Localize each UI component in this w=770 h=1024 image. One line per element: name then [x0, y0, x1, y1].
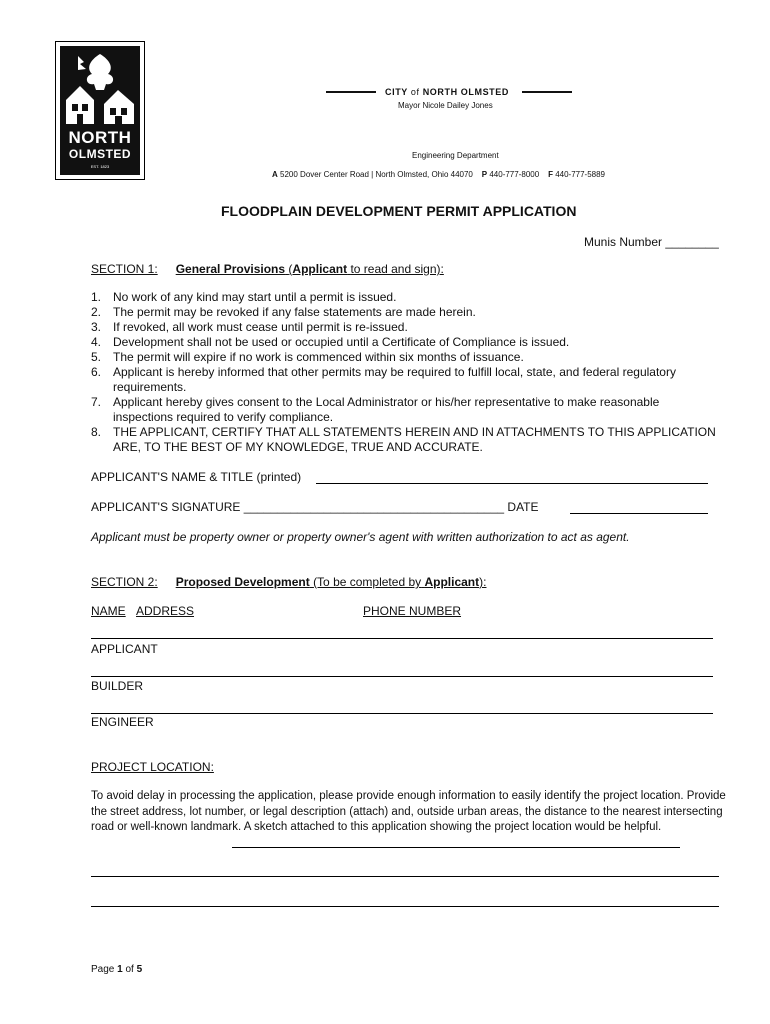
date-label: DATE: [507, 500, 539, 514]
page-number: Page 1 of 5: [91, 964, 143, 975]
project-location-label: PROJECT LOCATION:: [91, 760, 214, 774]
provision-text: THE APPLICANT, CERTIFY THAT ALL STATEMENTS HEREIN AND IN ATTACHMENTS TO THIS APPLICATION ARE, TO THE BEST OF MY KNOWLEDGE, TRUE AND ACCURATE.: [113, 425, 716, 454]
row-builder: BUILDER: [91, 679, 144, 693]
provision-item: [91, 335, 721, 350]
project-location-field-3[interactable]: [91, 906, 719, 907]
provision-text: No work of any kind may start until a permit is issued.: [113, 290, 397, 304]
logo-est: EST. 1823: [90, 164, 110, 169]
logo-word-north: NORTH: [68, 128, 132, 147]
provision-item: [91, 365, 721, 395]
builder-row-line[interactable]: [91, 676, 713, 677]
row-engineer: ENGINEER: [91, 715, 154, 729]
provision-text: Development shall not be used or occupied until a Certificate of Compliance is issued.: [113, 335, 570, 349]
mayor-name: Mayor Nicole Dailey Jones: [398, 101, 493, 110]
provision-number: 4.: [91, 335, 102, 349]
name-title-field[interactable]: [316, 483, 708, 484]
provision-text: The permit will expire if no work is commenced within six months of issuance.: [113, 350, 524, 364]
engineer-row-line[interactable]: [91, 713, 713, 714]
column-name: NAME: [91, 604, 126, 618]
applicant-row-line[interactable]: [91, 638, 713, 639]
provision-item: [91, 350, 721, 365]
agent-note: Applicant must be property owner or property owner's agent with written authorization to act as agent.: [91, 530, 630, 544]
page-title: FLOODPLAIN DEVELOPMENT PERMIT APPLICATION: [221, 203, 577, 219]
provision-item: [91, 290, 721, 305]
row-applicant: APPLICANT: [91, 642, 158, 656]
provision-number: 5.: [91, 350, 102, 364]
provision-text: If revoked, all work must cease until permit is re-issued.: [113, 320, 408, 334]
name-title-label: APPLICANT'S NAME & TITLE (printed): [91, 470, 302, 484]
provision-text: Applicant is hereby informed that other permits may be required to fulfill local, state, and federal regulatory requirements.: [113, 365, 676, 394]
section2-heading: SECTION 2: Proposed Development (To be completed by Applicant):: [91, 575, 487, 589]
project-location-field-2[interactable]: [91, 876, 719, 877]
section1-label: SECTION 1:: [91, 262, 158, 276]
header-rule-right: [522, 91, 572, 93]
provision-item: [91, 395, 721, 425]
provision-number: 6.: [91, 365, 102, 379]
date-field[interactable]: [570, 513, 708, 514]
munis-number-field[interactable]: Munis Number ________: [584, 235, 719, 249]
section1-heading: SECTION 1: General Provisions (Applicant to read and sign):: [91, 262, 444, 276]
contact-line: A 5200 Dover Center Road | North Olmsted, Ohio 44070 P 440-777-8000 F 440-777-5889: [272, 170, 606, 179]
provision-item: [91, 320, 721, 335]
project-location-field-1[interactable]: [232, 847, 680, 848]
provision-number: 2.: [91, 305, 102, 319]
city-name: CITY of NORTH OLMSTED: [385, 87, 509, 97]
provision-number: 7.: [91, 395, 102, 409]
logo-word-olmsted: OLMSTED: [68, 147, 132, 161]
provision-text: The permit may be revoked if any false statements are made herein.: [113, 305, 476, 319]
provision-number: 1.: [91, 290, 102, 304]
column-address: ADDRESS: [136, 604, 195, 618]
provision-item: [91, 425, 721, 455]
project-location-instructions: To avoid delay in processing the application, please provide enough information to easily identify the project location. Provide the street address, lot number, or legal description (attach) and, outside urban areas, the distance to the nearest intersecting road or well-known landmark. A sketch attached to this application showing the project location would be helpful.: [91, 790, 726, 833]
section2-label: SECTION 2:: [91, 575, 158, 589]
provisions-list: [91, 290, 721, 455]
provision-text: Applicant hereby gives consent to the Local Administrator or his/her representative to make reasonable inspections required to verify compliance.: [113, 395, 660, 424]
header-rule-left: [326, 91, 376, 93]
column-phone: PHONE NUMBER: [363, 604, 462, 618]
department-name: Engineering Department: [412, 151, 499, 160]
provision-number: 3.: [91, 320, 102, 334]
signature-field[interactable]: _______________________________________: [243, 500, 505, 514]
city-logo: [55, 41, 145, 180]
logo-emblem: [60, 46, 140, 175]
signature-label: APPLICANT'S SIGNATURE _______________________________________ DATE: [91, 500, 539, 514]
provision-number: 8.: [91, 425, 102, 439]
provision-item: [91, 305, 721, 320]
